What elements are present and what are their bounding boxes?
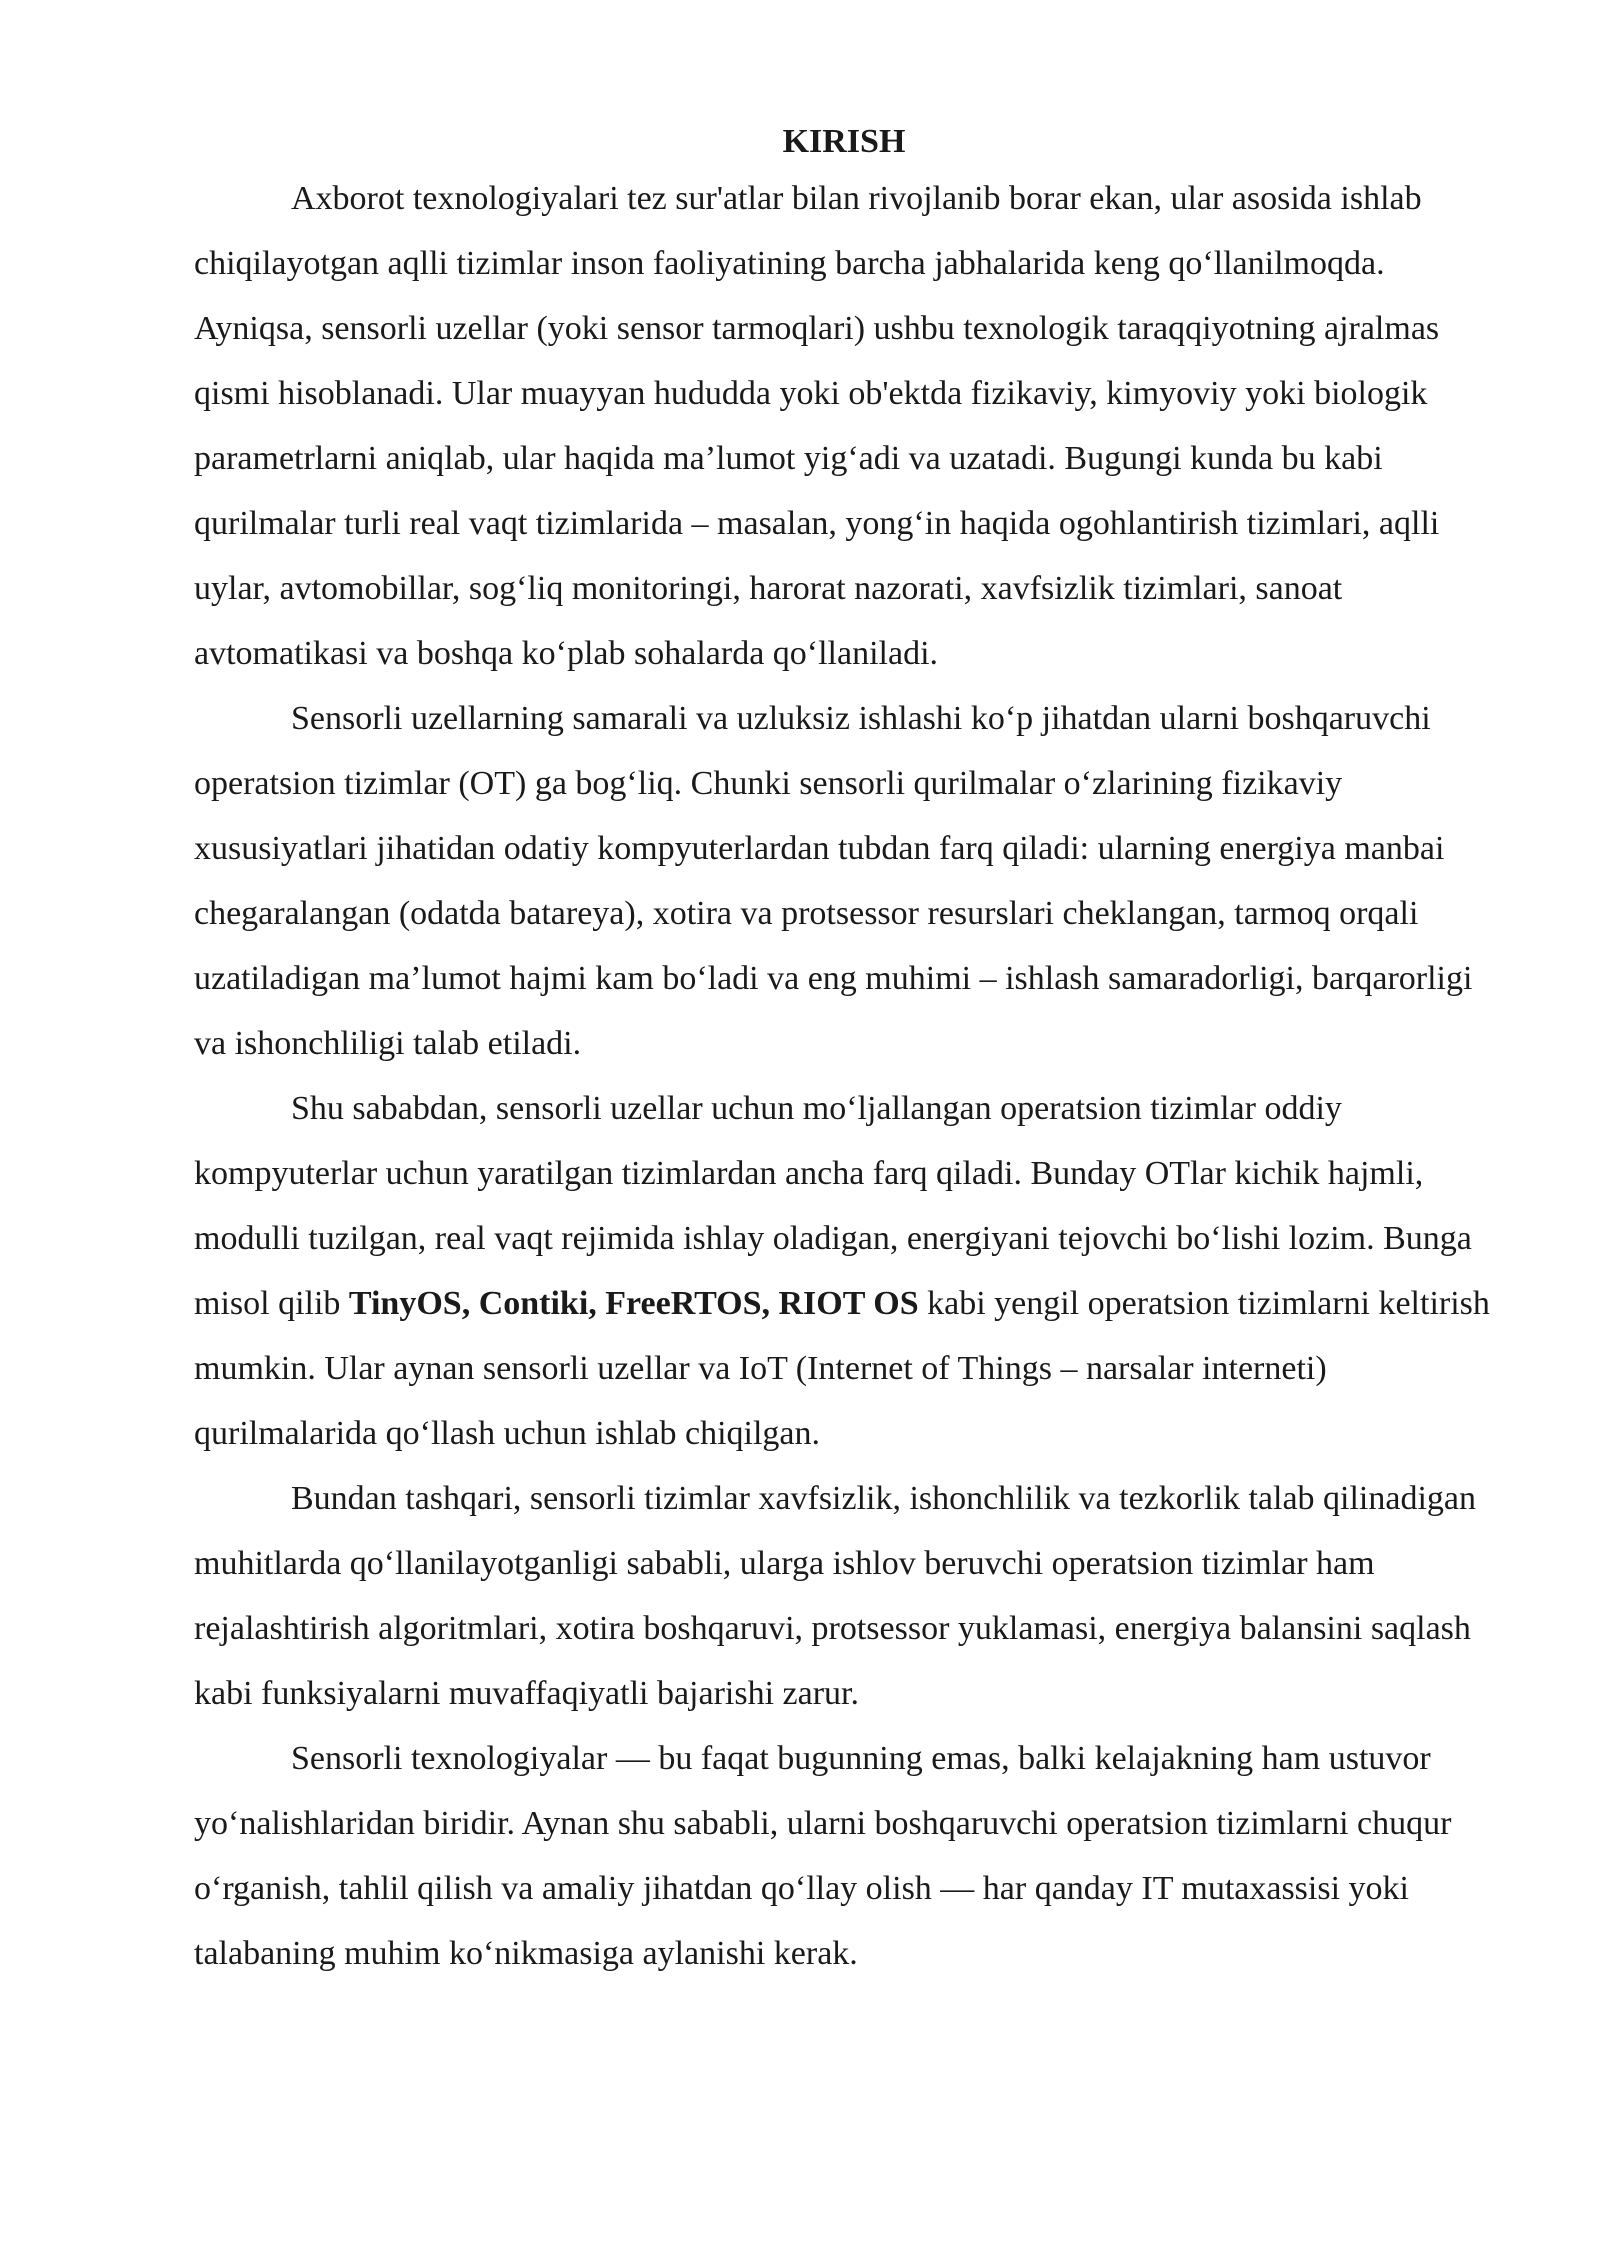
paragraph-os-dependence: Sensorli uzellarning samarali va uzluksiz ishlashi ko‘p jihatdan ularni boshqaruvchi operatsion tizimlar (OT) ga bog‘liq. Chunki sensorli qurilmalar o‘zlarining fizikaviy xususiyatlari jihatidan odatiy kompyuterlardan tubdan farq qiladi: ularning energiya manbai chegaralangan (odatda batareya), xotira va protsessor resurslari cheklangan, tarmoq orqali uzatiladigan ma’lumot hajmi kam bo‘ladi va eng muhimi – ishlash samaradorligi, barqarorligi va ishonchliligi talab etiladi. <box>194 700 1473 1062</box>
paragraph-requirements: Bundan tashqari, sensorli tizimlar xavfsizlik, ishonchlilik va tezkorlik talab qilinadigan muhitlarda qo‘llanilayotganligi sababli, ularga ishlov beruvchi operatsion tizimlar ham rejalashtirish algoritmlari, xotira boshqaruvi, protsessor yuklamasi, energiya balansini saqlash kabi funksiyalarni muvaffaqiyatli bajarishi zarur. <box>194 1480 1477 1712</box>
paragraph-text-after: kabi yengil operatsion tizimlarni keltirish mumkin. Ular aynan sensorli uzellar va IoT (Internet of Things – narsalar interneti) qurilmalarida qo‘llash uchun ishlab chiqilgan. <box>194 1285 1490 1452</box>
document-page <box>194 122 1494 1986</box>
os-examples-bold: TinyOS, Contiki, FreeRTOS, RIOT OS <box>348 1285 919 1322</box>
paragraph-os-examples <box>194 1076 1494 1466</box>
page-title: KIRISH <box>782 123 906 160</box>
paragraph-conclusion: Sensorli texnologiyalar — bu faqat bugunning emas, balki kelajakning ham ustuvor yo‘nalishlaridan biridir. Aynan shu sababli, ularni boshqaruvchi operatsion tizimlarni chuqur o‘rganish, tahlil qilish va amaliy jihatdan qo‘llay olish — har qanday IT mutaxassisi yoki talabaning muhim ko‘nikmasiga aylanishi kerak. <box>194 1740 1452 1972</box>
paragraph-intro: Axborot texnologiyalari tez sur'atlar bilan rivojlanib borar ekan, ular asosida ishlab chiqilayotgan aqlli tizimlar inson faoliyatining barcha jabhalarida keng qo‘llanilmoqda. Ayniqsa, sensorli uzellar (yoki sensor tarmoqlari) ushbu texnologik taraqqiyotning ajralmas qismi hisoblanadi. Ular muayyan hududda yoki ob'ektda fizikaviy, kimyoviy yoki biologik parametrlarni aniqlab, ular haqida ma’lumot yig‘adi va uzatadi. Bugungi kunda bu kabi qurilmalar turli real vaqt tizimlarida – masalan, yong‘in haqida ogohlantirish tizimlari, aqlli uylar, avtomobillar, sog‘liq monitoringi, harorat nazorati, xavfsizlik tizimlari, sanoat avtomatikasi va boshqa ko‘plab sohalarda qo‘llaniladi. <box>194 180 1440 672</box>
paragraph-text-before: Shu sababdan, sensorli uzellar uchun mo‘ljallangan operatsion tizimlar oddiy kompyuterlar uchun yaratilgan tizimlardan ancha farq qiladi. Bunday OTlar kichik hajmli, modulli tuzilgan, real vaqt rejimida ishlay oladigan, energiyani tejovchi bo‘lishi lozim. Bunga misol qilib <box>194 1090 1472 1322</box>
